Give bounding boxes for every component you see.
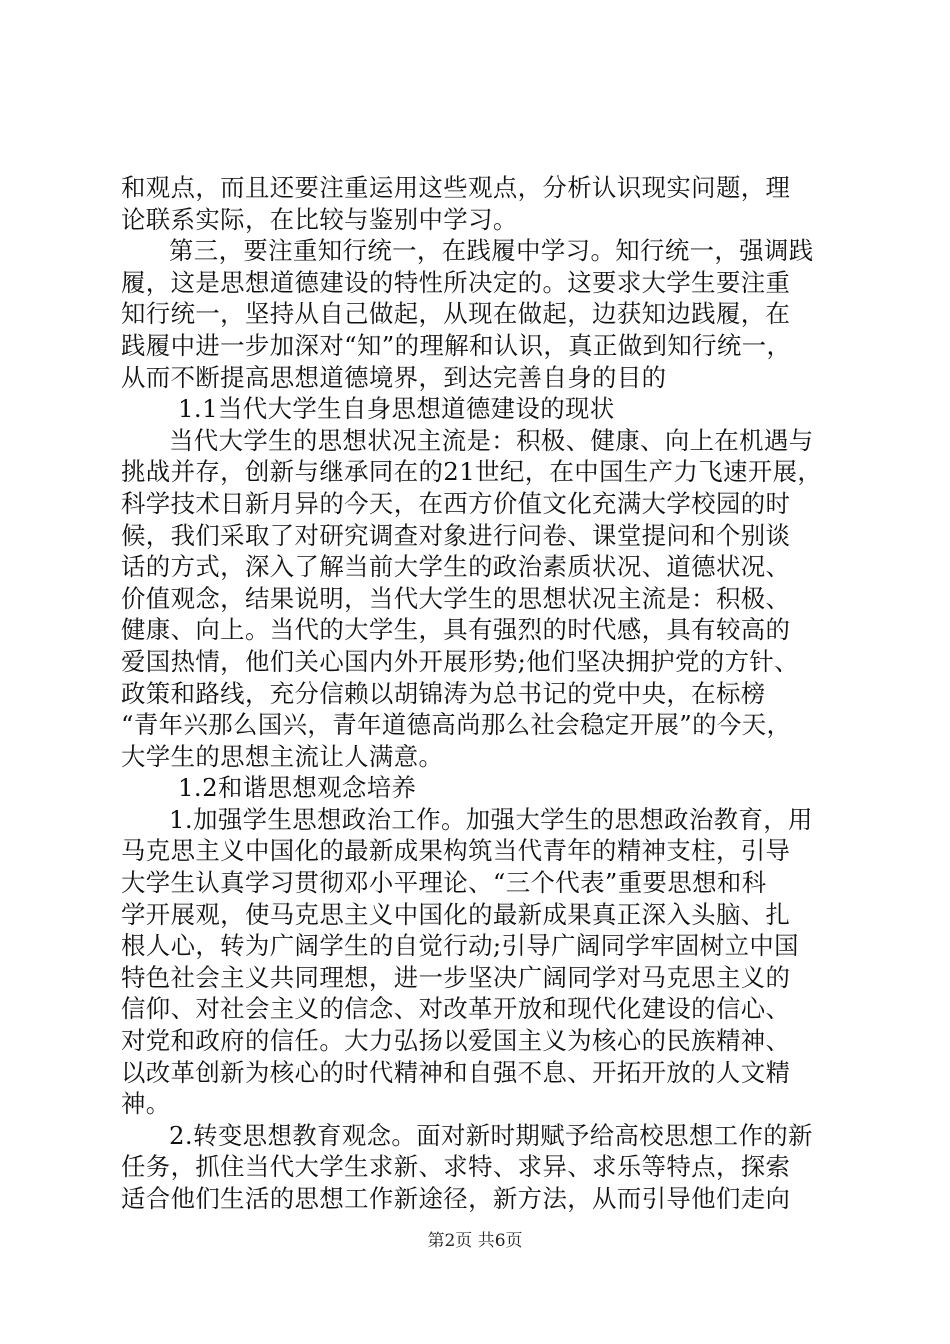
text-line: 1.加强学生思想政治工作。加强大学生的思想政治教育，用 — [169, 804, 813, 834]
text-line: 适合他们生活的思想工作新途径，新方法，从而引导他们走向 — [121, 1184, 791, 1213]
text-line: 当代大学生的思想状况主流是：积极、健康、向上在机遇与 — [169, 425, 814, 455]
text-line: “青年兴那么国兴，青年道德高尚那么社会稳定开展”的今天， — [121, 710, 792, 740]
text-line: 大学生的思想主流让人满意。 — [121, 741, 444, 771]
text-line: 信仰、对社会主义的信念、对改革开放和现代化建设的信心、 — [121, 994, 791, 1024]
text-line: 神。 — [121, 1089, 171, 1119]
text-line: 学开展观，使马克思主义中国化的最新成果真正深入头脑、扎 — [121, 899, 791, 929]
text-line: 候，我们采取了对研究调查对象进行问卷、课堂提问和个别谈 — [121, 520, 791, 550]
text-line: 特色社会主义共同理想，进一步坚决广阔同学对马克思主义的 — [121, 962, 791, 992]
text-line: 根人心，转为广阔学生的自觉行动;引导广阔同学牢固树立中国 — [121, 931, 799, 961]
text-line: 价值观念，结果说明，当代大学生的思想状况主流是：积极、 — [121, 583, 791, 613]
text-line: 爱国热情，他们关心国内外开展形势;他们坚决拥护党的方针、 — [121, 646, 799, 676]
text-line: 从而不断提高思想道德境界，到达完善自身的目的 — [121, 362, 667, 392]
text-line: 2.转变思想教育观念。面对新时期赋予给高校思想工作的新 — [169, 1120, 813, 1150]
section-heading: 1.1当代大学生自身思想道德建设的现状 — [178, 394, 615, 424]
text-line: 任务，抓住当代大学生求新、求特、求异、求乐等特点，探索 — [121, 1152, 791, 1182]
text-line: 挑战并存，创新与继承同在的21世纪，在中国生产力飞速开展， — [121, 457, 823, 487]
text-line: 知行统一，坚持从自己做起，从现在做起，边获知边践履，在 — [121, 299, 791, 329]
text-line: 健康、向上。当代的大学生，具有强烈的时代感，具有较高的 — [121, 615, 791, 645]
text-line: 马克思主义中国化的最新成果构筑当代青年的精神支柱，引导 — [121, 836, 791, 866]
page-footer: 第2页 共6页 — [427, 1231, 523, 1251]
text-line: 论联系实际，在比较与鉴别中学习。 — [121, 204, 518, 234]
text-line: 第三，要注重知行统一，在践履中学习。知行统一，强调践 — [169, 236, 814, 266]
text-line: 科学技术日新月异的今天，在西方价值文化充满大学校园的时 — [121, 488, 791, 518]
text-line: 践履中进一步加深对“知”的理解和认识，真正做到知行统一， — [121, 330, 792, 360]
text-line: 以改革创新为核心的时代精神和自强不息、开拓开放的人文精 — [121, 1057, 791, 1087]
text-line: 大学生认真学习贯彻邓小平理论、“三个代表”重要思想和科 — [121, 868, 767, 898]
text-line: 话的方式，深入了解当前大学生的政治素质状况、道德状况、 — [121, 552, 791, 582]
document-body — [121, 172, 833, 1215]
text-line: 履，这是思想道德建设的特性所决定的。这要求大学生要注重 — [121, 267, 791, 297]
text-line: 和观点，而且还要注重运用这些观点，分析认识现实问题，理 — [121, 173, 791, 202]
section-heading: 1.2和谐思想观念培养 — [178, 773, 417, 803]
text-line: 对党和政府的信任。大力弘扬以爱国主义为核心的民族精神、 — [121, 1026, 791, 1056]
text-line: 政策和路线，充分信赖以胡锦涛为总书记的党中央，在标榜 — [121, 678, 766, 708]
